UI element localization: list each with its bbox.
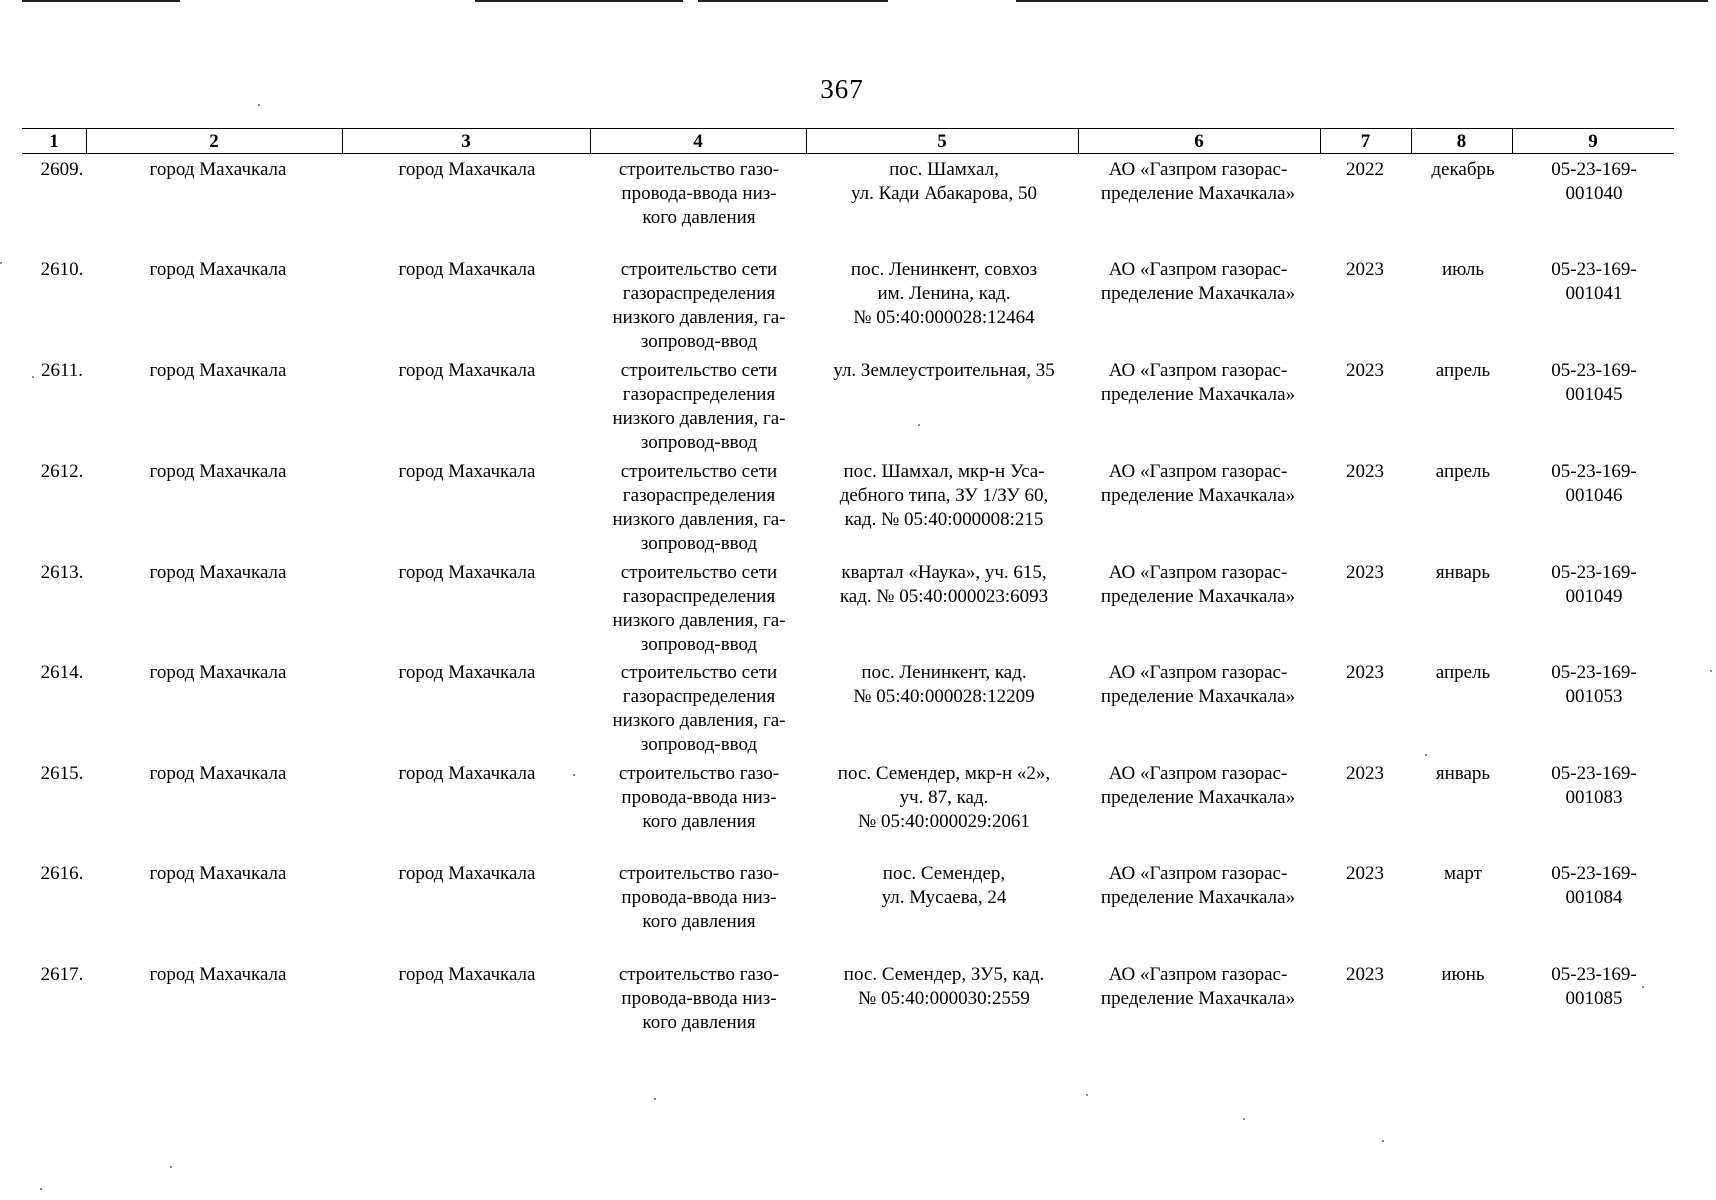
table-row (0, 762, 1716, 863)
scan-speck (1642, 986, 1644, 988)
row-number: 2615. (40, 763, 84, 784)
cell-address: пос. Шамхал, мкр-н Уса- дебного типа, ЗУ 1/ЗУ 60, кад. № 05:40:000008:215 (839, 461, 1049, 530)
cell-col3: город Махачкала (398, 662, 536, 683)
cell-col3: город Махачкала (398, 360, 536, 381)
cell-col3: город Махачкала (398, 562, 536, 583)
cell-month: март (1444, 863, 1482, 884)
cell-month: апрель (1435, 360, 1491, 381)
scan-speck (40, 1188, 42, 1190)
scan-speck (1425, 754, 1427, 756)
cell-organization: АО «Газпром газорас- пределение Махачкала» (1100, 562, 1296, 607)
cell-month: апрель (1435, 662, 1491, 683)
cell-month: апрель (1435, 461, 1491, 482)
scan-speck (918, 424, 920, 426)
column-number-3: 3 (461, 131, 471, 152)
column-number-6: 6 (1194, 131, 1204, 152)
cell-work: строительство сети газораспределения низкого давления, га- зопровод-ввод (612, 461, 786, 554)
scan-speck (1710, 670, 1712, 672)
cell-organization: АО «Газпром газорас- пределение Махачкала» (1100, 259, 1296, 304)
cell-month: январь (1435, 763, 1491, 784)
cell-month: июнь (1441, 964, 1485, 985)
row-number: 2617. (40, 964, 84, 985)
cell-code: 05-23-169- 001085 (1551, 964, 1637, 1009)
cell-col3: город Махачкала (398, 259, 536, 280)
cell-work: строительство газо- провода-ввода низ- кого давления (618, 763, 780, 832)
cell-organization: АО «Газпром газорас- пределение Махачкала» (1100, 360, 1296, 405)
column-number-4: 4 (693, 131, 703, 152)
cell-code: 05-23-169- 001041 (1551, 259, 1637, 304)
cell-col2: город Махачкала (149, 159, 287, 180)
cell-col2: город Махачкала (149, 964, 287, 985)
cell-address: пос. Ленинкент, кад. № 05:40:000028:12209 (853, 662, 1035, 707)
cell-organization: АО «Газпром газорас- пределение Махачкала» (1100, 662, 1296, 707)
cell-col3: город Махачкала (398, 763, 536, 784)
cell-work: строительство газо- провода-ввода низ- кого давления (618, 863, 780, 932)
column-number-2: 2 (209, 131, 219, 152)
cell-year: 2022 (1346, 159, 1384, 180)
scan-speck (1382, 1140, 1384, 1142)
cell-code: 05-23-169- 001053 (1551, 662, 1637, 707)
cell-code: 05-23-169- 001084 (1551, 863, 1637, 908)
scan-speck (1086, 1094, 1088, 1096)
cell-organization: АО «Газпром газорас- пределение Махачкала» (1100, 863, 1296, 908)
cell-work: строительство сети газораспределения низкого давления, га- зопровод-ввод (612, 259, 786, 352)
row-number: 2612. (40, 461, 84, 482)
cell-month: декабрь (1431, 159, 1495, 180)
cell-work: строительство газо- провода-ввода низ- кого давления (618, 964, 780, 1033)
cell-work: строительство сети газораспределения низкого давления, га- зопровод-ввод (612, 562, 786, 655)
scan-speck (170, 1166, 172, 1168)
cell-address: пос. Семендер, мкр-н «2», уч. 87, кад. № 05:40:000029:2061 (837, 763, 1051, 832)
scan-speck (258, 104, 260, 106)
table-row (0, 561, 1716, 662)
cell-year: 2023 (1346, 259, 1384, 280)
table-row (0, 158, 1716, 259)
cell-address: пос. Семендер, ЗУ5, кад. № 05:40:000030:2559 (843, 964, 1045, 1009)
cell-year: 2023 (1346, 863, 1384, 884)
column-number-5: 5 (937, 131, 947, 152)
cell-col3: город Махачкала (398, 159, 536, 180)
cell-organization: АО «Газпром газорас- пределение Махачкала» (1100, 461, 1296, 506)
row-number: 2610. (40, 259, 84, 280)
cell-address: пос. Ленинкент, совхоз им. Ленина, кад. № 05:40:000028:12464 (850, 259, 1038, 328)
table-row (0, 460, 1716, 561)
cell-year: 2023 (1346, 662, 1384, 683)
row-number: 2613. (40, 562, 84, 583)
cell-year: 2023 (1346, 461, 1384, 482)
cell-col3: город Махачкала (398, 863, 536, 884)
table-row (0, 359, 1716, 460)
column-number-9: 9 (1588, 131, 1598, 152)
row-number: 2614. (40, 662, 84, 683)
cell-year: 2023 (1346, 562, 1384, 583)
cell-organization: АО «Газпром газорас- пределение Махачкала» (1100, 763, 1296, 808)
cell-month: июль (1441, 259, 1485, 280)
scan-speck (1243, 1118, 1245, 1120)
cell-year: 2023 (1346, 360, 1384, 381)
cell-col2: город Махачкала (149, 763, 287, 784)
column-number-1: 1 (49, 131, 59, 152)
cell-col2: город Махачкала (149, 259, 287, 280)
cell-year: 2023 (1346, 964, 1384, 985)
cell-col3: город Махачкала (398, 461, 536, 482)
cell-code: 05-23-169- 001046 (1551, 461, 1637, 506)
table-row (0, 862, 1716, 963)
cell-organization: АО «Газпром газорас- пределение Махачкала» (1100, 964, 1296, 1009)
cell-code: 05-23-169- 001083 (1551, 763, 1637, 808)
cell-month: январь (1435, 562, 1491, 583)
row-number: 2609. (40, 159, 84, 180)
table-row (0, 258, 1716, 359)
cell-work: строительство газо- провода-ввода низ- кого давления (618, 159, 780, 228)
cell-address: квартал «Наука», уч. 615, кад. № 05:40:000023:6093 (839, 562, 1049, 607)
cell-work: строительство сети газораспределения низкого давления, га- зопровод-ввод (612, 662, 786, 755)
column-number-7: 7 (1360, 131, 1371, 152)
cell-col2: город Махачкала (149, 662, 287, 683)
scan-speck (32, 376, 34, 378)
cell-code: 05-23-169- 001040 (1551, 159, 1637, 204)
cell-col3: город Махачкала (398, 964, 536, 985)
scan-speck (573, 774, 575, 776)
table-row (0, 661, 1716, 762)
cell-year: 2023 (1346, 763, 1384, 784)
row-number: 2611. (40, 360, 84, 381)
cell-address: пос. Шамхал, ул. Кади Абакарова, 50 (851, 159, 1037, 204)
scan-speck (654, 1098, 656, 1100)
column-number-8: 8 (1456, 131, 1467, 152)
cell-col2: город Махачкала (149, 562, 287, 583)
table-row (0, 963, 1716, 1064)
cell-col2: город Махачкала (149, 461, 287, 482)
cell-address: пос. Семендер, ул. Мусаева, 24 (881, 863, 1007, 908)
cell-organization: АО «Газпром газорас- пределение Махачкала» (1100, 159, 1296, 204)
cell-col2: город Махачкала (149, 863, 287, 884)
scan-speck (0, 262, 2, 264)
cell-code: 05-23-169- 001045 (1551, 360, 1637, 405)
cell-col2: город Махачкала (149, 360, 287, 381)
cell-address: ул. Землеустроительная, 35 (833, 360, 1055, 381)
row-number: 2616. (40, 863, 84, 884)
cell-work: строительство сети газораспределения низкого давления, га- зопровод-ввод (612, 360, 786, 453)
cell-code: 05-23-169- 001049 (1551, 562, 1637, 607)
page-number: 367 (820, 74, 864, 104)
